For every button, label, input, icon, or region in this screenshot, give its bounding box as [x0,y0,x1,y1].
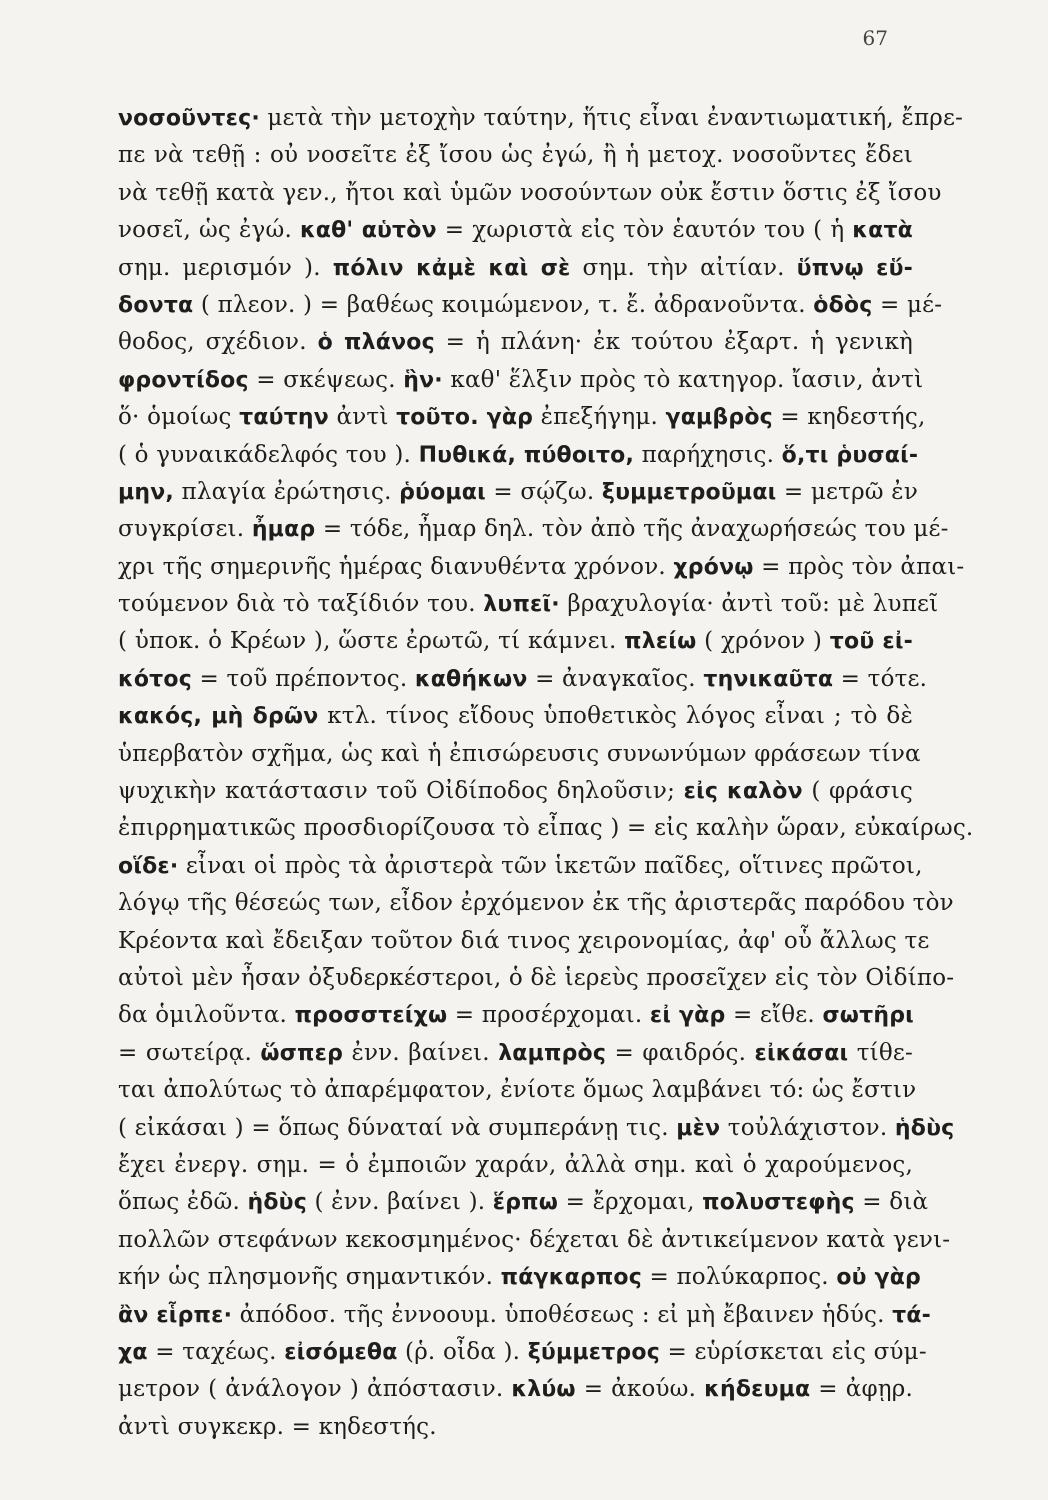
text-line [118,1147,913,1184]
gloss-text: σημ. μερισμόν ). [118,254,333,281]
lemma-term: ξύμμετρος [527,1339,660,1365]
lemma-term: εἰσόμεθα [284,1339,398,1365]
gloss-text: = μετρῶ ἐν [776,478,918,505]
lemma-term: ἡδὺς [894,1115,955,1141]
gloss-text: = μέ- [872,291,943,318]
gloss-text: = προσέρχομαι. [447,1002,650,1029]
text-line [118,1297,932,1334]
lemma-term: τηνικαῦτα [703,666,834,692]
text-line [118,362,924,399]
gloss-text: τίθε- [848,1039,914,1066]
gloss-text: Κρέοντα καὶ ἔδειξαν τοῦτον διά τινος χειρονομίας, ἀφ' οὗ ἄλλως τε [118,927,930,954]
text-line [118,1259,921,1296]
lemma-term: ταύτην [239,405,329,431]
gloss-text: ὅπως ἐδῶ. [118,1189,248,1216]
gloss-text: ( φράσις [802,778,914,805]
gloss-text: = κηδεστής, [772,404,926,431]
lemma-term: πάγκαρπος [500,1265,642,1291]
lemma-term: πλείω [624,629,697,655]
text-line [118,885,954,922]
lemma-term: ὁδὸς [813,292,873,318]
gloss-text: λόγῳ τῆς θέσεώς των, εἶδον ἐρχόμενον ἐκ τῆς ἀριστερᾶς παρόδου τὸν [118,890,954,917]
lemma-term: χρόνῳ [673,554,754,580]
gloss-text: = φαιδρός. [606,1039,755,1066]
gloss-text: αὐτοὶ μὲν ἦσαν ὀξυδερκέστεροι, ὁ δὲ ἱερεὺς προσεῖχεν εἰς τὸν Οἰδίπο- [118,964,955,991]
gloss-text: ἐνν. βαίνει. [343,1039,499,1066]
text-line [118,698,913,735]
lemma-term: τοῦτο. γὰρ [396,405,534,431]
lemma-term: ἡδὺς [247,1190,307,1216]
gloss-text: (ῥ. οἶδα ). [397,1338,528,1365]
gloss-text: ἐπεξήγημ. [533,404,666,431]
gloss-text: = εἴθε. [725,1002,823,1029]
gloss-text: = τοῦ πρέποντος. [191,665,415,692]
lemma-term: ἕρπω [492,1190,559,1216]
lemma-term: πόλιν κἀμὲ καὶ σὲ [332,255,571,281]
gloss-text: ὅ· ὁμοίως [118,404,240,431]
text-line [118,1409,913,1446]
gloss-text: θοδος, σχέδιον. [118,329,318,356]
text-line [118,137,913,174]
gloss-text: ( ὁ γυναικάδελφός του ). [118,441,419,468]
gloss-text: = πρὸς τὸν ἀπαι- [753,553,965,580]
gloss-text: ( εἰκάσαι ) = ὅπως δύναταί νὰ συμπεράνῃ τις. [118,1114,677,1141]
text-line [118,1110,955,1147]
gloss-text: ἐπιρρηματικῶς προσδιορίζουσα τὸ εἶπας ) = εἰς καλὴν ὥραν, εὐκαίρως. [118,815,974,842]
gloss-text: ( χρόνον ) [696,628,830,655]
gloss-text: = πολύκαρπος. [642,1264,837,1291]
gloss-text: ἀπόδοσ. τῆς ἐννοουμ. ὑποθέσεως : εἰ μὴ ἔβαινεν ἡδύς. [232,1301,893,1328]
text-line [118,100,964,137]
text-line [118,773,913,810]
lemma-term: ὕπνῳ εὕ- [796,255,914,281]
gloss-text: νοσεῖ, ὡς ἐγώ. [118,217,300,244]
lemma-term: εἰ γὰρ [649,1003,726,1029]
lemma-term: κήδευμα [704,1377,811,1403]
gloss-text: καθ' ἕλξιν πρὸς τὸ κατηγορ. ἴασιν, ἀντὶ [442,366,924,393]
gloss-text: = σῴζω. [485,478,602,505]
text-line [118,1184,929,1221]
lemma-term: χα [118,1339,148,1365]
gloss-text: πε νὰ τεθῇ : οὐ νοσεῖτε ἐξ ἴσου ὡς ἐγώ, ἢ ἡ μετοχ. νοσοῦντες ἔδει [118,142,913,169]
gloss-text: = ἔρχομαι, [558,1189,703,1216]
lemma-term: ῥύομαι [399,479,486,505]
text-line [118,1222,951,1259]
gloss-text: τούμενον διὰ τὸ ταξίδιόν του. [118,591,484,618]
text-line [118,549,965,586]
text-line [118,1072,917,1109]
lemma-term: προσστείχω [294,1003,448,1029]
gloss-text: ἀντὶ συγκεκρ. = κηδεστής. [118,1413,437,1440]
gloss-text: μετὰ τὴν μετοχὴν ταύτην, ἥτις εἶναι ἐναντιωματική, ἔπρε- [259,105,964,131]
gloss-text: ( πλεον. ) = βαθέως κοιμώμενον, τ. ἔ. ἀδρανοῦντα. [193,291,814,318]
lemma-term: Πυθικά, πύθοιτο, [418,442,635,468]
gloss-text: = σκέψεως. [248,366,404,393]
gloss-text: ψυχικὴν κατάστασιν τοῦ Οἰδίποδος δηλοῦσιν; [118,778,684,805]
text-line [118,960,955,997]
gloss-text: πολλῶν στεφάνων κεκοσμημένος· δέχεται δὲ ἀντικείμενον κατὰ γενι- [118,1226,951,1253]
text-line [118,661,928,698]
gloss-text: = ἡ πλάνη· ἐκ τούτου ἐξαρτ. ἡ γενικὴ [434,329,914,356]
lemma-term: ὥσπερ [260,1040,344,1066]
lemma-term: εἰς καλὸν [683,779,803,805]
gloss-text: κτλ. τίνος εἴδους ὑποθετικὸς λόγος εἶναι ; τὸ δὲ [318,703,914,730]
gloss-text: νὰ τεθῇ κατὰ γεν., ἤτοι καὶ ὑμῶν νοσούντων οὐκ ἔστιν ὅστις ἐξ ἴσου [118,179,942,206]
lemma-term: οὐ γὰρ [836,1265,921,1291]
lemma-term: μὲν [676,1115,721,1141]
text-line [118,848,923,885]
lemma-term: τοῦ εἰ- [829,629,913,655]
gloss-text: χρι τῆς σημερινῆς ἡμέρας διανυθέντα χρόνον. [118,553,674,580]
gloss-text: ἔχει ἐνεργ. σημ. = ὁ ἐμποιῶν χαράν, ἀλλὰ σημ. καὶ ὁ χαρούμενος, [118,1151,913,1178]
gloss-text: ὑπερβατὸν σχῆμα, ὡς καὶ ἡ ἐπισώρευσις συνωνύμων φράσεων τίνα [118,740,921,767]
text-line [118,736,921,773]
gloss-text: = τότε. [833,665,928,692]
text-line [118,212,913,249]
lemma-term: κατὰ [852,218,913,244]
lemma-term: μην, [118,479,174,505]
lemma-term: ἣν· [403,367,443,393]
gloss-text: ται ἀπολύτως τὸ ἀπαρέμφατον, ἐνίοτε ὅμως λαμβάνει τό: ὡς ἔστιν [118,1077,917,1104]
text-line [118,1334,927,1371]
lemma-term: φροντίδος [118,367,249,393]
lemma-term: νοσοῦντες· [118,106,260,131]
lemma-term: ὁ πλάνος [317,330,435,356]
text-line [118,474,918,511]
gloss-text: ( ὑποκ. ὁ Κρέων ), ὥστε ἐρωτῶ, τί κάμνει. [118,628,625,655]
lemma-term: καθήκων [414,666,528,692]
lemma-term: δοντα [118,292,194,318]
text-line [118,623,913,660]
gloss-text: τοὐλάχιστον. [720,1114,895,1141]
gloss-text: πλαγία ἐρώτησις. [174,478,400,505]
lemma-term: καθ' αὑτὸν [299,218,437,244]
lemma-term: κακός, μὴ δρῶν [118,704,319,730]
gloss-text: ( ἐνν. βαίνει ). [306,1189,493,1216]
gloss-text: βραχυλογία· ἀντὶ τοῦ: μὲ λυπεῖ [559,591,939,618]
gloss-text: συγκρίσει. [118,516,252,543]
lemma-term: γαμβρὸς [665,405,773,431]
text-line [118,586,939,623]
commentary-text [118,100,974,1446]
gloss-text: = ἀκούω. [575,1376,705,1403]
text-line [118,324,913,361]
gloss-text: μετρον ( ἀνάλογον ) ἀπόστασιν. [118,1376,512,1403]
lemma-term: πολυστεφὴς [702,1190,855,1216]
gloss-text: = ἀναγκαῖος. [527,665,704,692]
lemma-term: κλύω [511,1377,576,1403]
gloss-text: = ταχέως. [147,1338,285,1365]
text-line [118,437,919,474]
lemma-term: λαμπρὸς [498,1040,607,1066]
lemma-term: τά- [892,1302,932,1328]
lemma-term: λυπεῖ· [483,592,560,618]
gloss-text: = σωτείρᾳ. [118,1039,261,1066]
text-line [118,250,913,287]
gloss-text: σημ. τὴν αἰτίαν. [570,254,797,281]
text-line [118,511,949,548]
lemma-term: οἵδε· [118,853,179,879]
gloss-text: = διὰ [854,1189,929,1216]
lemma-term: σωτῆρι [822,1003,914,1029]
gloss-text: ἀντὶ [328,404,397,431]
text-line [118,1035,913,1072]
gloss-text: = χωριστὰ εἰς τὸν ἑαυτόν του ( ἡ [436,217,853,244]
page-number: 67 [862,26,888,50]
gloss-text: εἶναι οἱ πρὸς τὰ ἀριστερὰ τῶν ἱκετῶν παῖδες, οἵτινες πρῶτοι, [178,852,923,879]
gloss-text: δα ὁμιλοῦντα. [118,1002,295,1029]
gloss-text: κήν ὡς πλησμονῆς σημαντικόν. [118,1264,501,1291]
text-line [118,810,974,847]
lemma-term: ὅ,τι ῥυσαί- [781,442,919,468]
text-line [118,997,913,1034]
text-line [118,287,943,324]
gloss-text: παρήχησις. [634,441,782,468]
gloss-text: = τόδε, ἦμαρ δηλ. τὸν ἀπὸ τῆς ἀναχωρήσεώς του μέ- [315,516,949,543]
text-line [118,1371,913,1408]
text-line [118,923,930,960]
text-line [118,175,942,212]
text-line [118,399,926,436]
lemma-term: εἰκάσαι [754,1040,849,1066]
gloss-text: = εὑρίσκεται εἰς σύμ- [659,1338,927,1365]
lemma-term: ἦμαρ [251,517,316,543]
gloss-text: = ἀφῃρ. [810,1376,913,1403]
lemma-term: κότος [118,666,192,692]
lemma-term: ἂν εἷρπε· [118,1302,233,1328]
lemma-term: ξυμμετροῦμαι [601,479,777,505]
